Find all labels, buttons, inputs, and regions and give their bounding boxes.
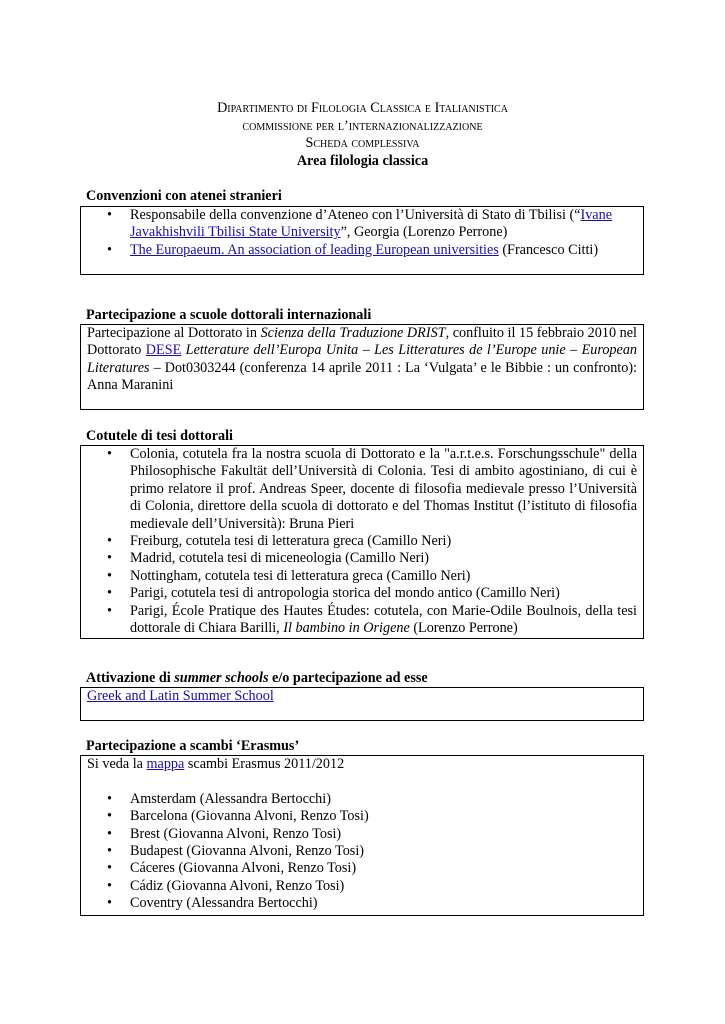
tbilisi-university-link[interactable]: Ivane Javakhishvili Tbilisi State University — [130, 207, 612, 241]
summer-schools-title: Attivazione di summer schools e/o partecipazione ad esse — [86, 670, 428, 686]
area-heading: Area filologia classica — [296, 153, 429, 169]
list-item: • Brest (Giovanna Alvoni, Renzo Tosi) — [87, 826, 637, 843]
erasmus-map-link[interactable]: mappa — [146, 756, 185, 772]
list-item: • Amsterdam (Alessandra Bertocchi) — [87, 791, 637, 808]
erasmus-title: Partecipazione a scambi ‘Erasmus’ — [86, 738, 300, 754]
list-item: • Cáceres (Giovanna Alvoni, Renzo Tosi) — [87, 860, 637, 877]
list-item: • Budapest (Giovanna Alvoni, Renzo Tosi) — [87, 843, 637, 860]
list-item: • Responsabile della convenzione d’Ateneo con l’Università di Stato di Tbilisi (“Ivane Javakhishvili Tbilisi State University”, Georgia (Lorenzo Perrone) — [87, 207, 637, 242]
sheet-heading: Scheda complessiva — [305, 135, 420, 151]
list-item: • Madrid, cotutela tesi di miceneologia (Camillo Neri) — [87, 550, 637, 567]
list-item: • Cádiz (Giovanna Alvoni, Renzo Tosi) — [87, 878, 637, 895]
list-item: • Freiburg, cotutela tesi di letteratura greca (Camillo Neri) — [87, 533, 637, 550]
department-heading: Dipartimento di Filologia Classica e Italianistica — [217, 100, 508, 116]
summer-school-link[interactable]: Greek and Latin Summer School — [87, 688, 274, 704]
conventions-list — [87, 207, 637, 259]
dese-link[interactable]: DESE — [145, 342, 182, 359]
list-item: • The Europaeum. An association of leading European universities (Francesco Citti) — [87, 242, 637, 259]
list-item: • Nottingham, cotutela tesi di letteratura greca (Camillo Neri) — [87, 568, 637, 585]
doctoral-schools-box: Partecipazione al Dottorato in Scienza della Traduzione DRIST, confluito il 15 febbraio 2010 nel Dottorato DESE Letterature dell’Europa Unita – Les Litteratures de l’Europe unie – European Literatures – Dot0303244 (conferenza 14 aprile 2011 : La ‘Vulgata’ e le Bibbie : un confronto): Anna Maranini — [80, 324, 644, 410]
erasmus-box — [80, 755, 644, 916]
list-item: • Barcelona (Giovanna Alvoni, Renzo Tosi) — [87, 808, 637, 825]
europaeum-link[interactable]: The Europaeum. An association of leading European universities — [130, 241, 499, 258]
cotutelle-box — [80, 445, 644, 639]
conventions-title: Convenzioni con atenei stranieri — [86, 188, 282, 204]
cotutelle-title: Cotutele di tesi dottorali — [86, 428, 233, 444]
summer-schools-box — [80, 687, 644, 721]
erasmus-intro: Si veda la mappa scambi Erasmus 2011/2012 — [87, 756, 345, 772]
conventions-box — [80, 206, 644, 275]
erasmus-list — [87, 791, 637, 913]
cotutelle-list — [87, 446, 637, 637]
doctoral-schools-title: Partecipazione a scuole dottorali internazionali — [86, 307, 372, 323]
list-item: • Parigi, École Pratique des Hautes Études: cotutela, con Marie-Odile Boulnois, della tesi dottorale di Chiara Barilli, Il bambino in Origene (Lorenzo Perrone) — [87, 603, 637, 638]
list-item: • Colonia, cotutela fra la nostra scuola di Dottorato e la "a.r.t.e.s. Forschungsschule" della Philosophische Fakultät dell’Università di Colonia. Tesi di ambito agostiniano, di cui è primo relatore il prof. Andreas Speer, docente di filosofia medievale presso l’Università di Colonia, direttore della scuola di dottorato e del Thomas Institut (l’istituto di filosofia medievale dell’Università): Bruna Pieri — [87, 446, 637, 533]
list-item: • Parigi, cotutela tesi di antropologia storica del mondo antico (Camillo Neri) — [87, 585, 637, 602]
commission-heading: commissione per l’internazionalizzazione — [242, 118, 483, 134]
list-item: • Coventry (Alessandra Bertocchi) — [87, 895, 637, 912]
